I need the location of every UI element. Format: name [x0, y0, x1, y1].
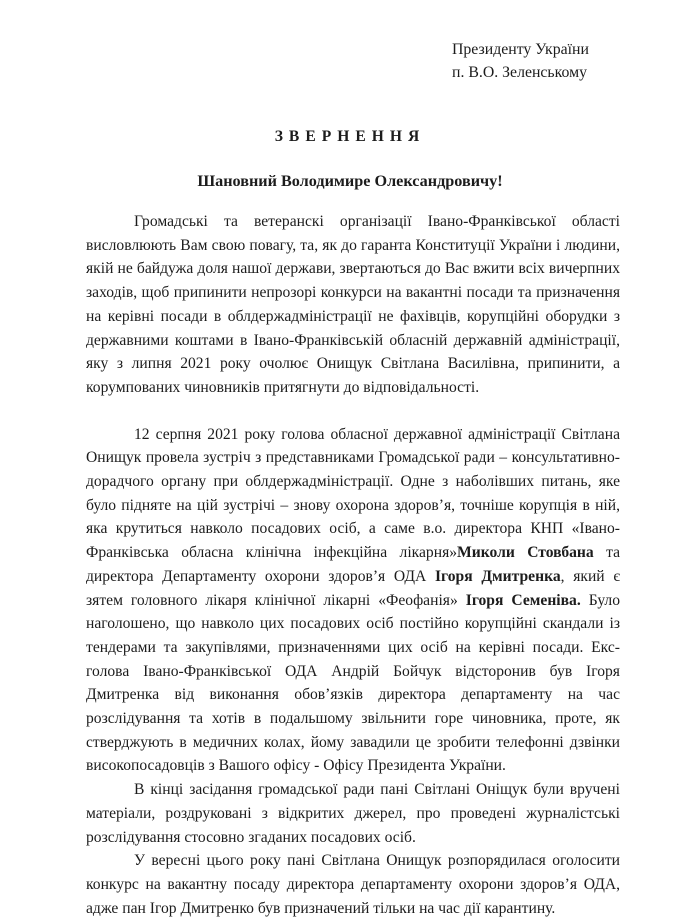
- addressee-block: [452, 38, 589, 84]
- paragraph-2: [86, 423, 620, 779]
- addressee-line-1: Президенту України: [452, 41, 589, 58]
- paragraph-1: Громадські та ветеранскі організації Івано-Франківської області висловлюють Вам свою повагу, та, як до гаранта Конституції України і людини, якій не байдужа доля нашої держави, звертаються до Вас вжити всіх вичерпних заходів, щоб припинити непрозорі конкурси на вакантні посади та призначення на керівні посади в облдержадміністрації не фахівців, корупційні оборудки з державними коштами в Івано-Франківській обласній державній адміністрації, яку з липня 2021 року очолює Онищук Світлана Василівна, припинити, а корумпованих чиновників притягнути до відповідальності.: [86, 213, 620, 396]
- document-title: ЗВЕРНЕННЯ: [274, 128, 426, 145]
- paragraph-2-text-2: та директора Департаменту охорони здоров’я ОДА: [86, 544, 620, 585]
- name-ihor-dmytrenko: Ігоря Дмитренка: [434, 567, 561, 585]
- salutation: Шановний Володимире Олександровичу!: [197, 172, 503, 190]
- document-body: [86, 210, 620, 920]
- paragraph-4: У вересні цього року пані Світлана Онищук розпорядилася оголосити конкурс на вакантну посаду директора департаменту охорони здоров’я ОДА, адже пан Ігор Дмитренко був призначений тільки на час дії карантину.: [86, 852, 620, 917]
- paragraph-2-text-3: , який є зятем головного лікаря клінічної лікарні «Феофанія»: [86, 567, 621, 609]
- addressee-line-2: п. В.О. Зеленському: [452, 64, 587, 81]
- paragraph-2-text-1: 12 серпня 2021 року голова обласної державної адміністрації Світлана Онищук провела зустріч з представниками Громадської ради – консультативно-дорадчого органу при облдержадміністрації. Одне з наболівших питань, яке було підняте на цій зустрічі – знову охорона здоров’я, точніше корупція в ній, яка крутиться навколо посадових осіб, а саме в.о. директора КНП «Івано-Франківська обласна клінічна інфекційна лікарня»: [86, 425, 620, 562]
- name-ihor-semeniv: Ігоря Семеніва.: [465, 591, 581, 609]
- paragraph-2-text-4: Було наголошено, що навколо цих посадових осіб постійно корупційні скандали із тендерами та закупівлями, призначеннями цих осіб на керівні посади. Екс-голова Івано-Франківської ОДА Андрій Бойчук відсторонив був Ігоря Дмитренка від виконання обов’язків директора департаменту на час розслідування та хотів в подальшому звільнити горе чиновника, проте, як стверджують в медичних колах, йому завадили це зробити телефонні дзвінки високопосадовців з Вашого офісу - Офісу Президента України.: [86, 591, 621, 775]
- paragraph-3: В кінці засідання громадської ради пані Світлані Оніщук були вручені матеріали, роздруковані з відкритих джерел, про проведені журналістські розслідування стосовно згаданих посадових осіб.: [86, 781, 620, 846]
- name-mykola-stovban: Миколи Стовбана: [457, 544, 594, 562]
